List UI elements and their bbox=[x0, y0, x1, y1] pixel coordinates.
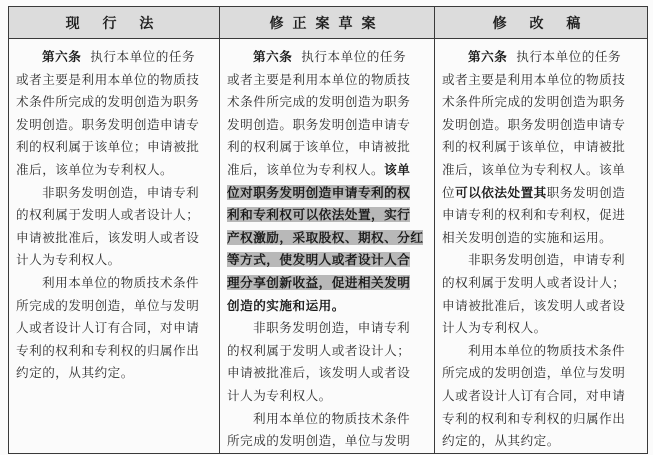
text-line: 相关发明创造的实施和运用。 bbox=[442, 229, 613, 245]
text-line: 非职务发明创造，申请专利 bbox=[253, 320, 411, 336]
header-current-law: 现 行 法 bbox=[9, 7, 220, 39]
text-line: 非职务发明创造，申请专利 bbox=[42, 184, 200, 200]
text-line: 利的权利属于该单位，申请被批 bbox=[442, 139, 626, 155]
revised-draft-column bbox=[435, 39, 648, 454]
text-line: 第六条 执行本单位的任务 bbox=[253, 49, 407, 64]
text-line: 准后，该单位为专利权人。该单 bbox=[442, 161, 626, 177]
highlighted-text: 产权激励，采取股权、期权、分红 bbox=[227, 229, 424, 245]
text-line: 或者主要是利用本单位的物质技 bbox=[227, 71, 411, 87]
text-line: 所完成的发明创造，单位与发明 bbox=[16, 297, 200, 313]
text-line: 专利的权利和专利权的归属作出 bbox=[442, 410, 626, 426]
inserted-text-line bbox=[227, 204, 428, 227]
content-row bbox=[9, 39, 648, 454]
text-line: 利用本单位的物质技术条件 bbox=[253, 410, 411, 426]
text-line: 利用本单位的物质技术条件 bbox=[42, 274, 200, 290]
inserted-text: 可以依法处置其 bbox=[455, 184, 547, 200]
text-line: 人或者设计人订有合同，对申请 bbox=[16, 320, 200, 336]
current-law-column bbox=[9, 39, 220, 454]
text-line: 位可以依法处置其职务发明创造 bbox=[442, 184, 626, 200]
text-line: 非职务发明创造，申请专利 bbox=[468, 252, 626, 268]
draft-amendment-column bbox=[220, 39, 435, 454]
inserted-text-line bbox=[227, 249, 428, 272]
text-line: 约定的，从其约定。 bbox=[442, 433, 560, 449]
text-line: 约定的，从其约定。 bbox=[16, 365, 134, 381]
highlighted-text: 位对职务发明创造申请专利的权 bbox=[227, 184, 411, 200]
text-line: 利的权利属于该单位，申请被批 bbox=[227, 139, 411, 155]
text-line: 申请被批准后，该发明人或者设 bbox=[16, 229, 200, 245]
text-line: 申请专利的权利和专利权，促进 bbox=[442, 207, 626, 223]
text-line: 计人为专利权人。 bbox=[227, 387, 332, 403]
text-line: 申请被批准后，该发明人或者设 bbox=[442, 297, 626, 313]
text-line: 计人为专利权人。 bbox=[442, 320, 547, 336]
highlighted-text: 理分享创新收益，促进相关发明 bbox=[227, 274, 411, 290]
article-number: 第六条 bbox=[42, 49, 82, 64]
inserted-text-line bbox=[227, 227, 428, 250]
text-line: 准后，该单位为专利权人。该单 bbox=[227, 161, 411, 177]
text-line: 申请被批准后，该发明人或者设 bbox=[227, 365, 411, 381]
highlighted-text: 利和专利权可以依法处置，实行 bbox=[227, 207, 411, 223]
text-line: 的权利属于发明人或者设计人； bbox=[442, 274, 626, 290]
header-draft-amendment: 修正案草案 bbox=[220, 7, 435, 39]
text-line: 准后，该单位为专利权人。 bbox=[16, 161, 174, 177]
inserted-text-line bbox=[227, 182, 428, 205]
inserted-text-line bbox=[227, 272, 428, 295]
article-number: 第六条 bbox=[253, 49, 293, 64]
text-line: 的权利属于发明人或者设计人； bbox=[16, 207, 200, 223]
header-revised-draft: 修 改 稿 bbox=[435, 7, 648, 39]
text-line: 利用本单位的物质技术条件 bbox=[468, 342, 626, 358]
text-line: 专利的权利和专利权的归属作出 bbox=[16, 342, 200, 358]
text-line: 利的权利属于该单位；申请被批 bbox=[16, 139, 200, 155]
text-line: 第六条 执行本单位的任务 bbox=[468, 49, 622, 64]
highlighted-text: 等方式，使发明人或者设计人合 bbox=[227, 252, 411, 268]
text-line: 或者主要是利用本单位的物质技 bbox=[16, 71, 200, 87]
text-line: 术条件所完成的发明创造为职务 bbox=[16, 94, 200, 110]
header-row bbox=[9, 7, 648, 39]
text-line: 第六条 执行本单位的任务 bbox=[42, 49, 196, 64]
text-line: 的权利属于发明人或者设计人； bbox=[227, 342, 411, 358]
text-line: 计人为专利权人。 bbox=[16, 252, 121, 268]
text-line: 发明创造。职务发明创造申请专 bbox=[442, 116, 626, 132]
text-line: 所完成的发明创造，单位与发明 bbox=[442, 365, 626, 381]
text-line: 或者主要是利用本单位的物质技 bbox=[442, 71, 626, 87]
text-line: 所完成的发明创造，单位与发明 bbox=[227, 433, 411, 449]
text-line: 术条件所完成的发明创造为职务 bbox=[227, 94, 411, 110]
comparison-table bbox=[8, 6, 648, 454]
text-line: 术条件所完成的发明创造为职务 bbox=[442, 94, 626, 110]
article-number: 第六条 bbox=[468, 49, 508, 64]
text-line: 发明创造。职务发明创造申请专 bbox=[227, 116, 411, 132]
inserted-text: 该单 bbox=[384, 161, 411, 177]
inserted-text-line: 创造的实施和运用。 bbox=[227, 297, 345, 313]
text-line: 人或者设计人订有合同，对申请 bbox=[442, 387, 626, 403]
text-line: 发明创造。职务发明创造申请专 bbox=[16, 116, 200, 132]
